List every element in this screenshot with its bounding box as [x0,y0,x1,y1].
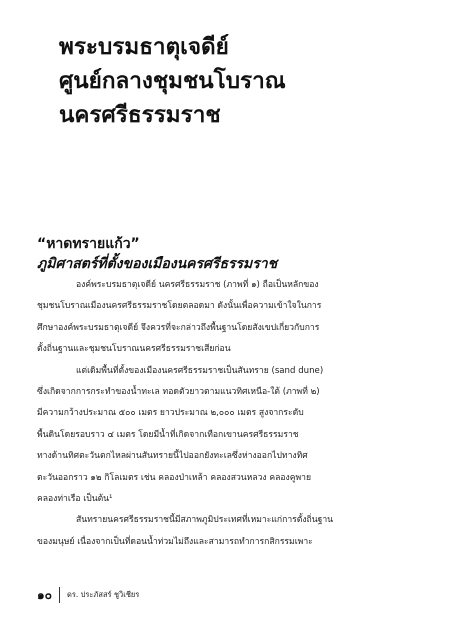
paragraph-line: ตั้งถิ่นฐานและชุมชนโบราณนครศรีธรรมราชเสียก่อน [37,344,231,355]
chapter-title-line: ศูนย์กลางชุมชนโบราณ [59,68,286,94]
section-heading [37,234,427,274]
footer-divider [59,587,60,603]
section-subheading: ภูมิศาสตร์ที่ตั้งของเมืองนครศรีธรรมราช [37,256,278,272]
paragraph-line: ตะวันออกราว ๑๒ กิโลเมตร เช่น คลองป่าเหล้า คลองสวนหลวง คลองคูพาย [37,472,311,483]
chapter-title-line: พระบรมธาตุเจดีย์ [59,34,229,60]
page-footer [37,586,139,604]
chapter-title [59,30,419,132]
paragraph-line: คลองท่าเรือ เป็นต้น¹ [37,493,113,504]
paragraph-line: ทางด้านทิศตะวันตกไหลผ่านสันทรายนี้ไปออกยังทะเลซึ่งห่างออกไปทางทิศ [37,451,308,462]
paragraph-line: มีความกว้างประมาณ ๕๐๐ เมตร ยาวประมาณ ๒,๐๐๐ เมตร สูงจากระดับ [37,408,304,419]
paragraph-line: แต่เดิมพื้นที่ตั้งของเมืองนครศรีธรรมราชเป็นสันทราย (sand dune) [76,365,324,376]
paragraph-line: ศึกษาองค์พระบรมธาตุเจดีย์ จึงควรที่จะกล่าวถึงพื้นฐานโดยสังเขปเกี่ยวกับการ [37,322,320,333]
chapter-title-line: นครศรีธรรมราช [59,102,221,128]
paragraph-line: ชุมชนโบราณเมืองนครศรีธรรมราชโดยตลอดมา ดังนั้นเพื่อความเข้าใจในการ [37,301,322,312]
paragraph-line: องค์พระบรมธาตุเจดีย์ นครศรีธรรมราช (ภาพที่ ๑) ถือเป็นหลักของ [76,280,319,290]
paragraph-line: สันทรายนครศรีธรรมราชนี้มีสภาพภูมิประเทศที่เหมาะแก่การตั้งถิ่นฐาน [76,515,334,526]
paragraph-line: พื้นดินโดยรอบราว ๔ เมตร โดยมีน้ำที่เกิดจากเทือกเขานครศรีธรรมราช [37,429,299,440]
section-quote-heading: “หาดทรายแก้ว” [37,236,140,252]
author-name: ดร. ประภัสสร์ ชูวิเชียร [66,590,140,599]
paragraph-line: ของมนุษย์ เนื่องจากเป็นที่ดอนน้ำท่วมไม่ถึงและสามารถทำการกสิกรรมเพาะ [37,536,313,547]
paragraph-line: ซึ่งเกิดจากการกระทำของน้ำทะเล ทอดตัวยาวตามแนวทิศเหนือ-ใต้ (ภาพที่ ๒) [37,386,320,397]
body-text [37,275,427,553]
page-number: ๑๐ [37,587,52,602]
